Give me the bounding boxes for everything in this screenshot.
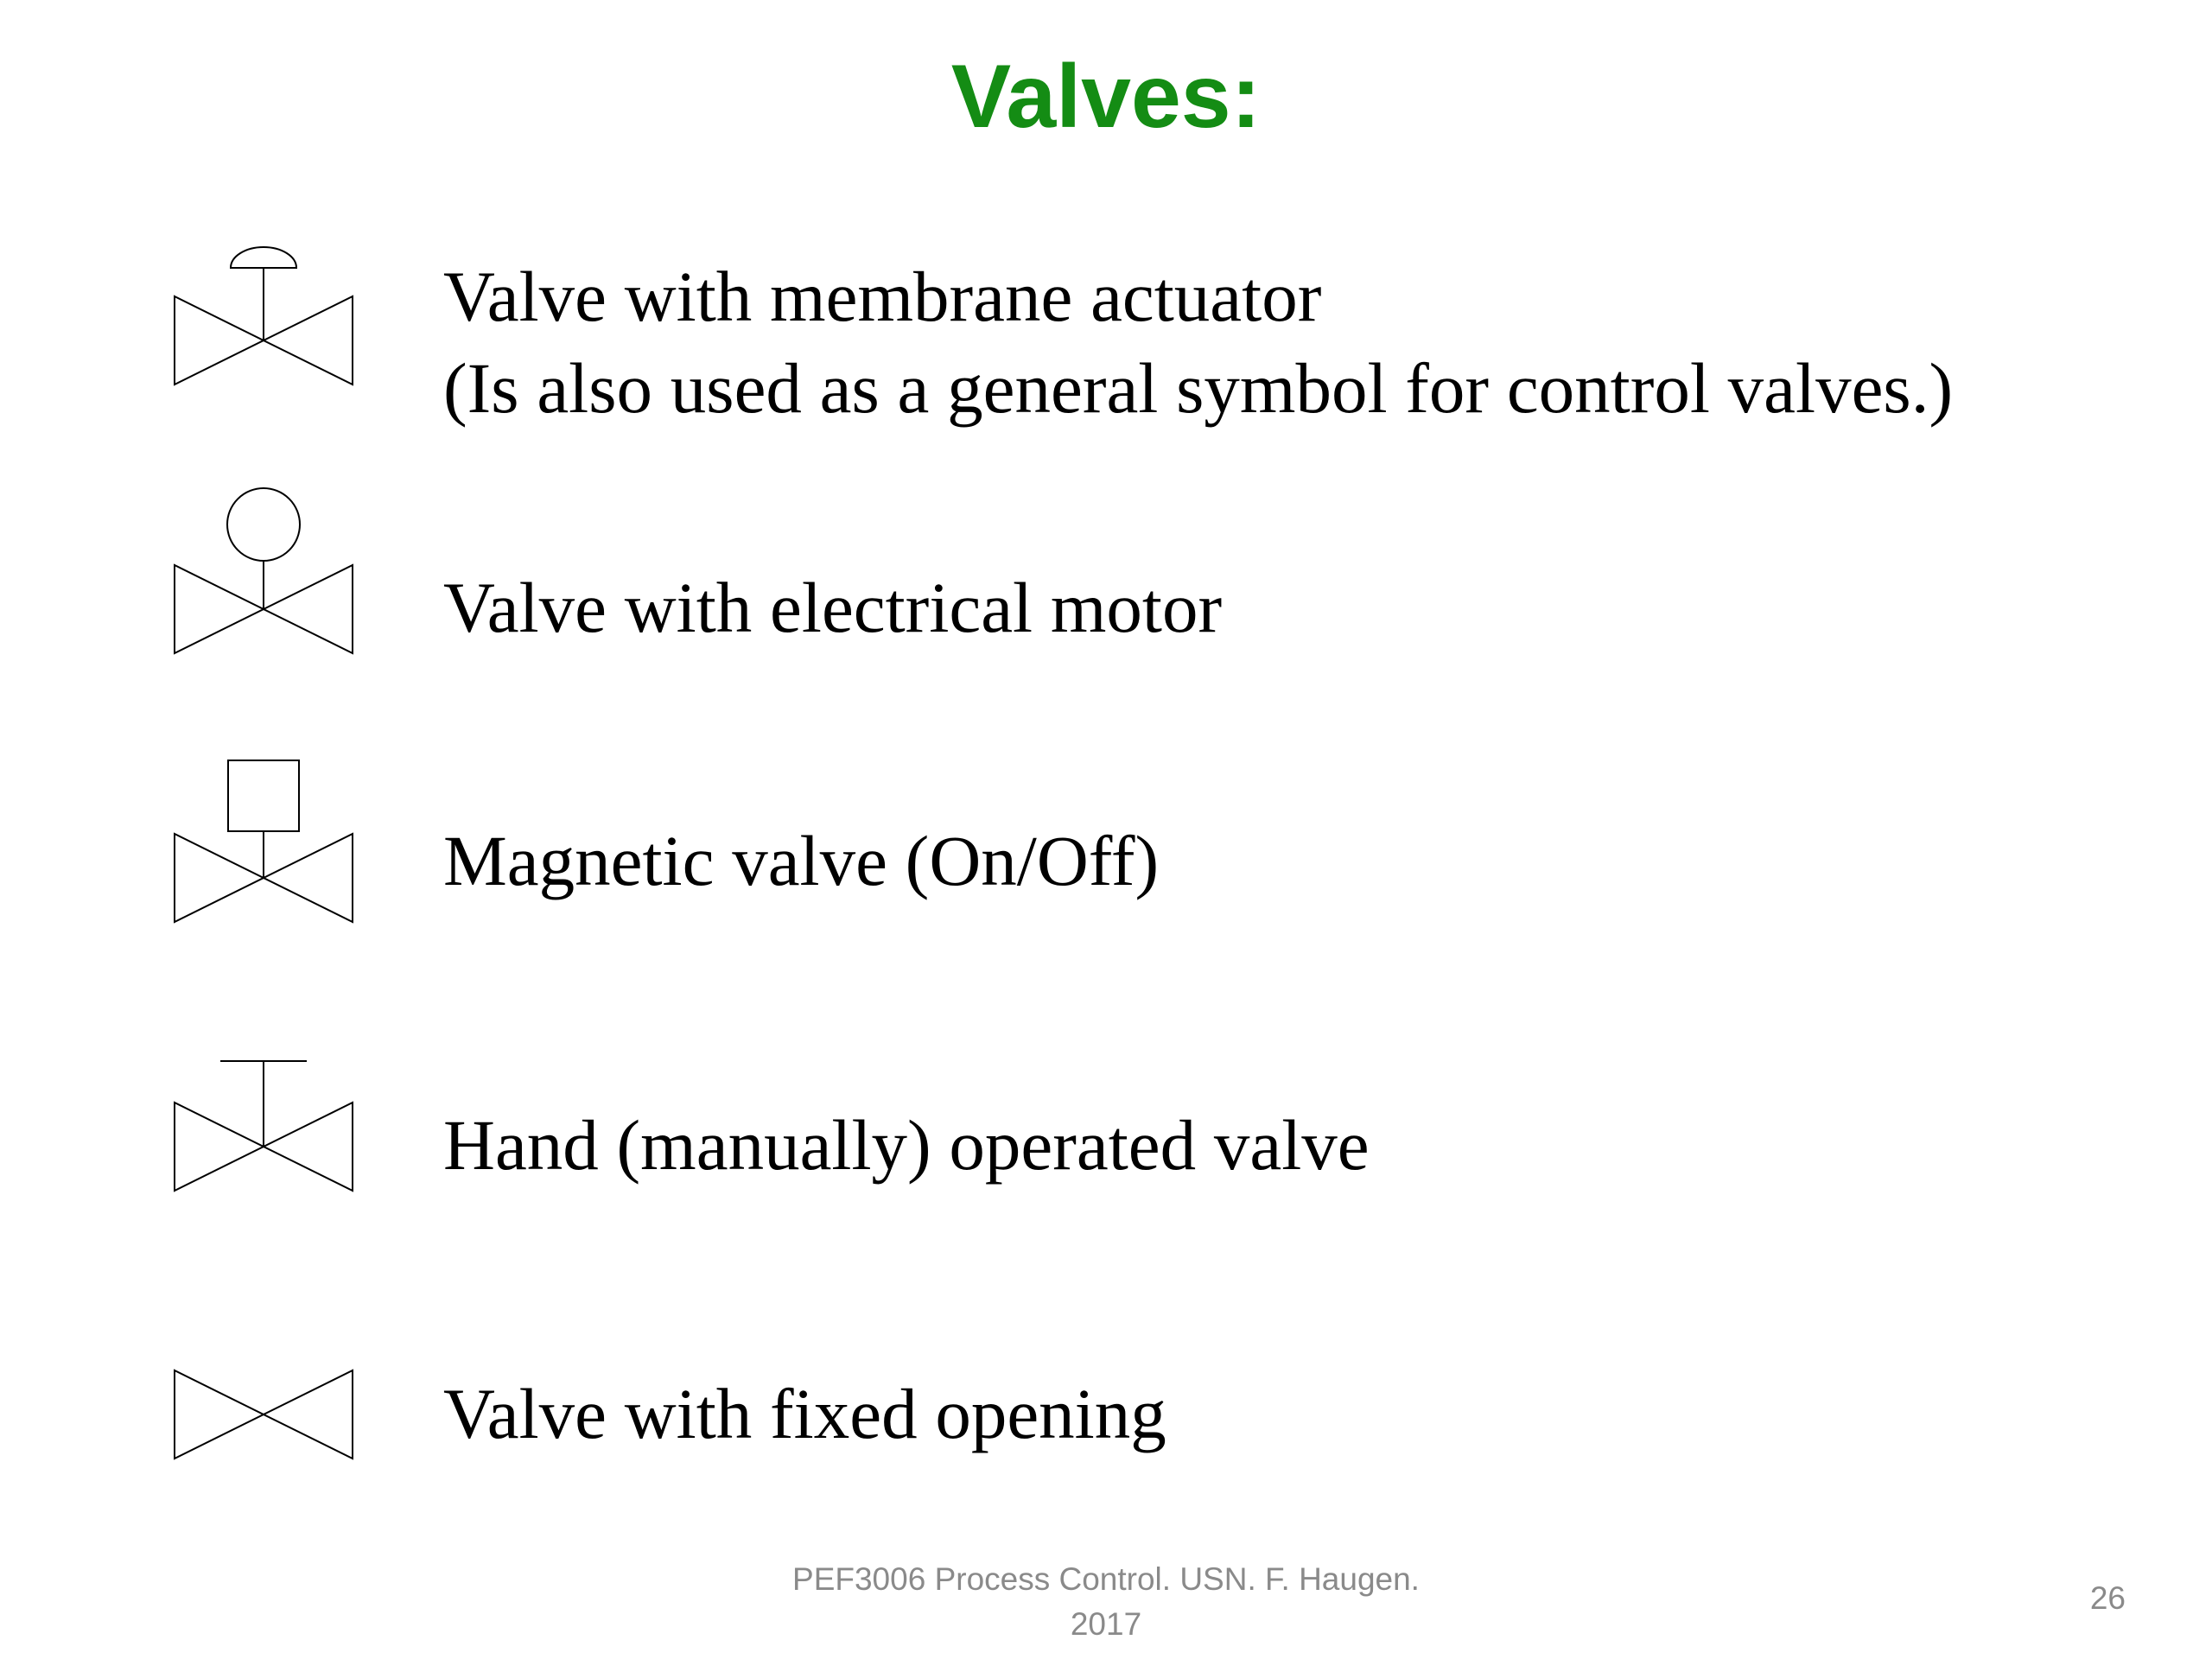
hand-operated-valve-icon [164,1054,363,1210]
footer-line: 2017 [1070,1606,1142,1642]
slide-title: Valves: [950,47,1262,147]
description-line: Valve with electrical motor [443,568,1223,647]
footer-line: PEF3006 Process Control. USN. F. Haugen. [792,1561,1420,1597]
slide-footer [760,1557,1452,1647]
electrical-motor-valve-icon [164,480,363,670]
description-line: (Is also used as a general symbol for control valves.) [443,348,1954,428]
description-line: Magnetic valve (On/Off) [443,821,1160,900]
membrane-actuator-valve-icon [164,238,363,393]
description-line: Valve with fixed opening [443,1374,1166,1453]
description-line: Hand (manually) operated valve [443,1105,1370,1185]
electrical-motor-valve-description [443,562,1222,653]
fixed-opening-valve-description [443,1368,1166,1459]
page-number: 26 [2089,1580,2126,1616]
magnetic-valve-description [443,815,1159,906]
magnetic-valve-icon [164,752,363,933]
description-line: Valve with membrane actuator [443,257,1322,336]
hand-operated-valve-description [443,1099,1370,1191]
membrane-actuator-valve-description [443,251,1953,434]
fixed-opening-valve-icon [164,1363,363,1467]
